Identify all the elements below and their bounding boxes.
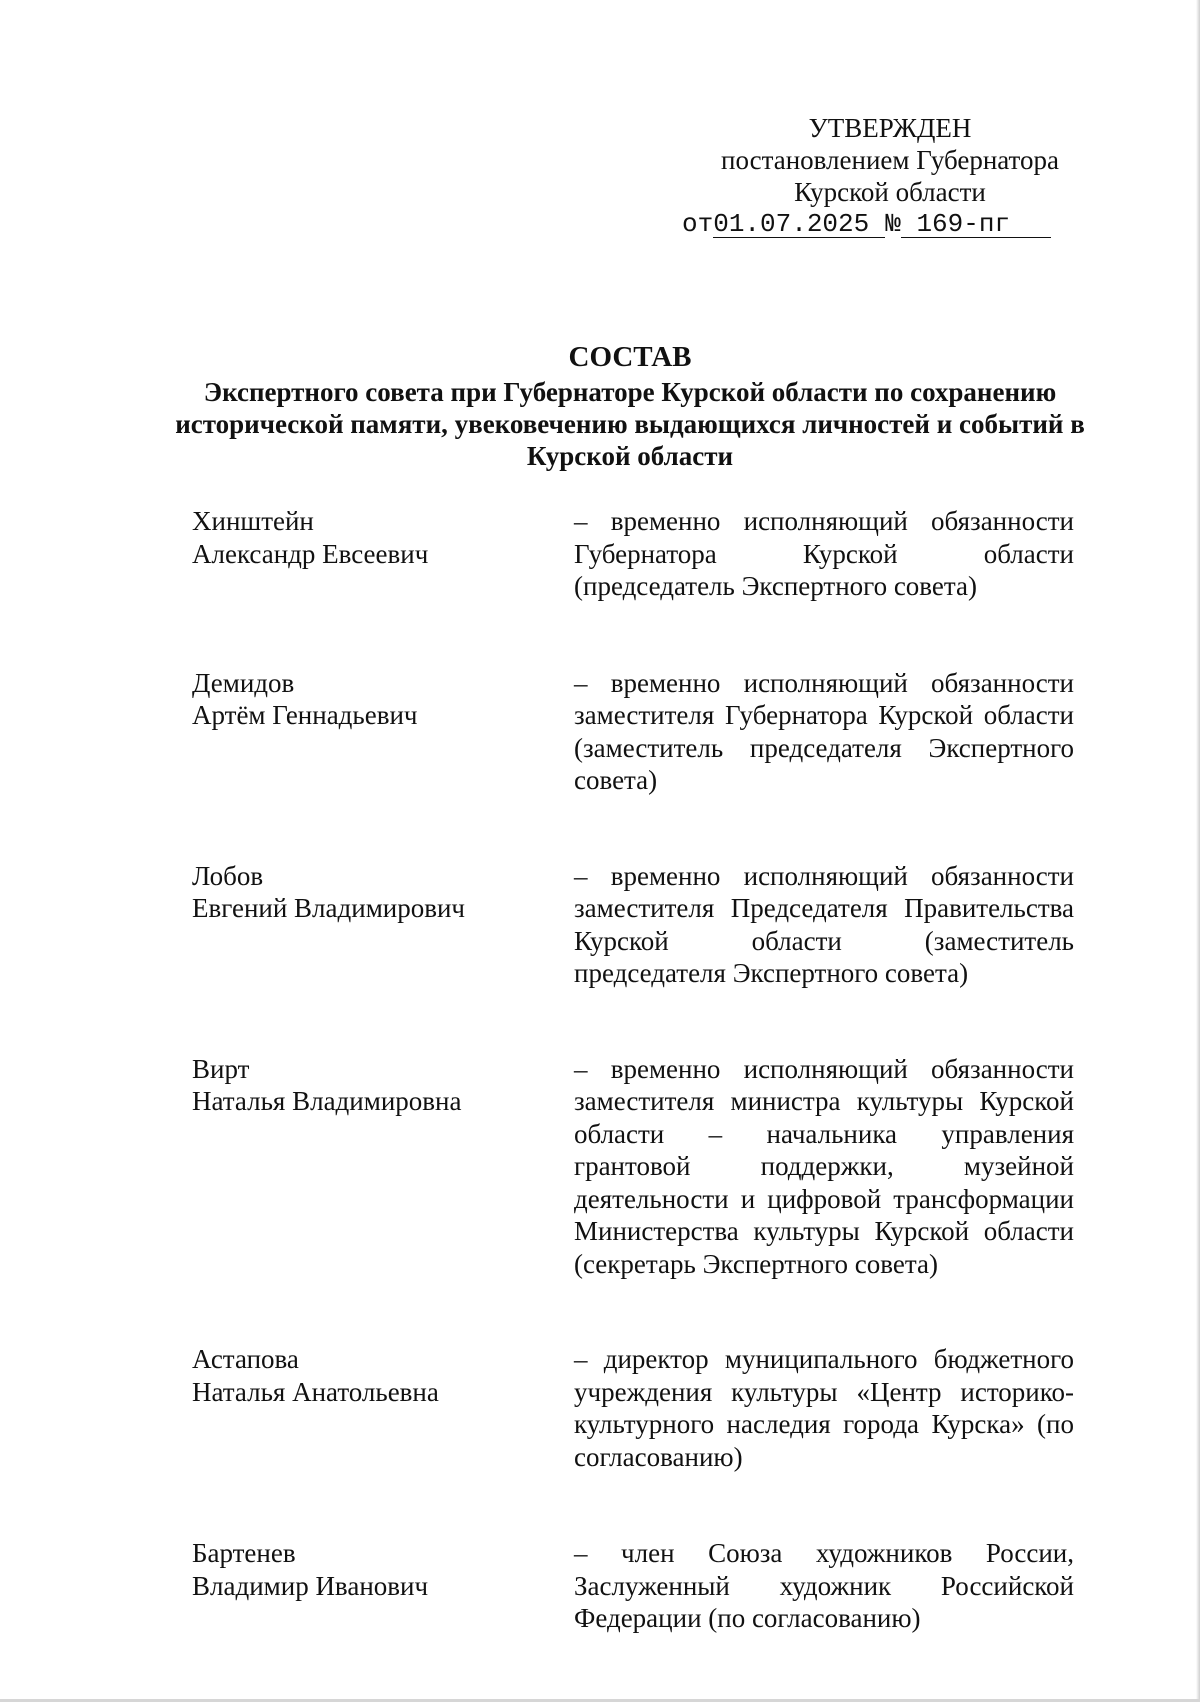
member-surname: Вирт [192, 1053, 250, 1084]
number-prefix: № [885, 209, 901, 239]
approval-status: УТВЕРЖДЕН [808, 113, 972, 143]
member-surname: Хинштейн [192, 506, 314, 536]
member-given-name: Наталья Анатольевна [192, 1376, 439, 1407]
member-row [192, 667, 1082, 797]
title-subtitle: Экспертного совета при Губернаторе Курской области по сохранению исторической памяти, увековечению выдающихся личностей и событий в Курской области [175, 377, 1085, 471]
member-row [192, 1537, 1082, 1635]
member-role: – член Союза художников России, Заслуженный художник Российской Федерации (по согласованию) [574, 1538, 1074, 1633]
member-given-name: Евгений Владимирович [192, 893, 466, 923]
member-given-name: Наталья Владимировна [192, 1086, 462, 1116]
member-given-name: Владимир Иванович [192, 1570, 429, 1601]
member-row [192, 505, 1082, 603]
approval-date [713, 211, 885, 238]
member-row [192, 1053, 1082, 1281]
title-main: СОСТАВ [568, 341, 692, 373]
approval-date-line [682, 208, 1090, 240]
member-row [192, 1343, 1082, 1473]
document-title [150, 340, 1110, 472]
member-name [192, 505, 582, 603]
scan-edge-right [1196, 0, 1200, 1702]
member-role: – временно исполняющий обязанности заместителя министра культуры Курской области – начальника управления грантовой поддержки, музейной деятельности и цифровой трансформации Министерства культуры Курской области (секретарь Экспертного совета) [574, 1053, 1074, 1279]
member-row [192, 860, 1082, 990]
approval-line-2: Курской области [794, 177, 986, 207]
approval-block [682, 112, 1090, 240]
approval-date-value: 01.07.2025 [713, 209, 870, 239]
member-surname: Бартенев [192, 1538, 296, 1568]
approval-number [901, 211, 1051, 238]
approval-number-value: 169-пг [916, 209, 1011, 239]
member-given-name: Александр Евсеевич [192, 538, 429, 569]
member-role: – директор муниципального бюджетного учреждения культуры «Центр историко-культурного наследия города Курска» (по согласованию) [574, 1344, 1074, 1472]
member-surname: Лобов [192, 860, 264, 891]
member-role: – временно исполняющий обязанности заместителя Губернатора Курской области (заместитель председателя Экспертного совета) [574, 667, 1074, 795]
member-name [192, 1343, 582, 1473]
approval-line-1: постановлением Губернатора [721, 145, 1059, 175]
member-surname: Астапова [192, 1344, 299, 1374]
member-name [192, 1053, 582, 1281]
date-prefix: от [682, 209, 714, 239]
member-name [192, 860, 582, 990]
member-given-name: Артём Геннадьевич [192, 700, 418, 730]
member-name [192, 667, 582, 797]
member-surname: Демидов [192, 667, 295, 698]
member-list [192, 505, 1082, 1635]
member-name [192, 1537, 582, 1635]
member-role: – временно исполняющий обязанности заместителя Председателя Правительства Курской области (заместитель председателя Экспертного совета) [574, 860, 1074, 988]
member-role: – временно исполняющий обязанности Губернатора Курской области (председатель Экспертного совета) [574, 506, 1074, 601]
